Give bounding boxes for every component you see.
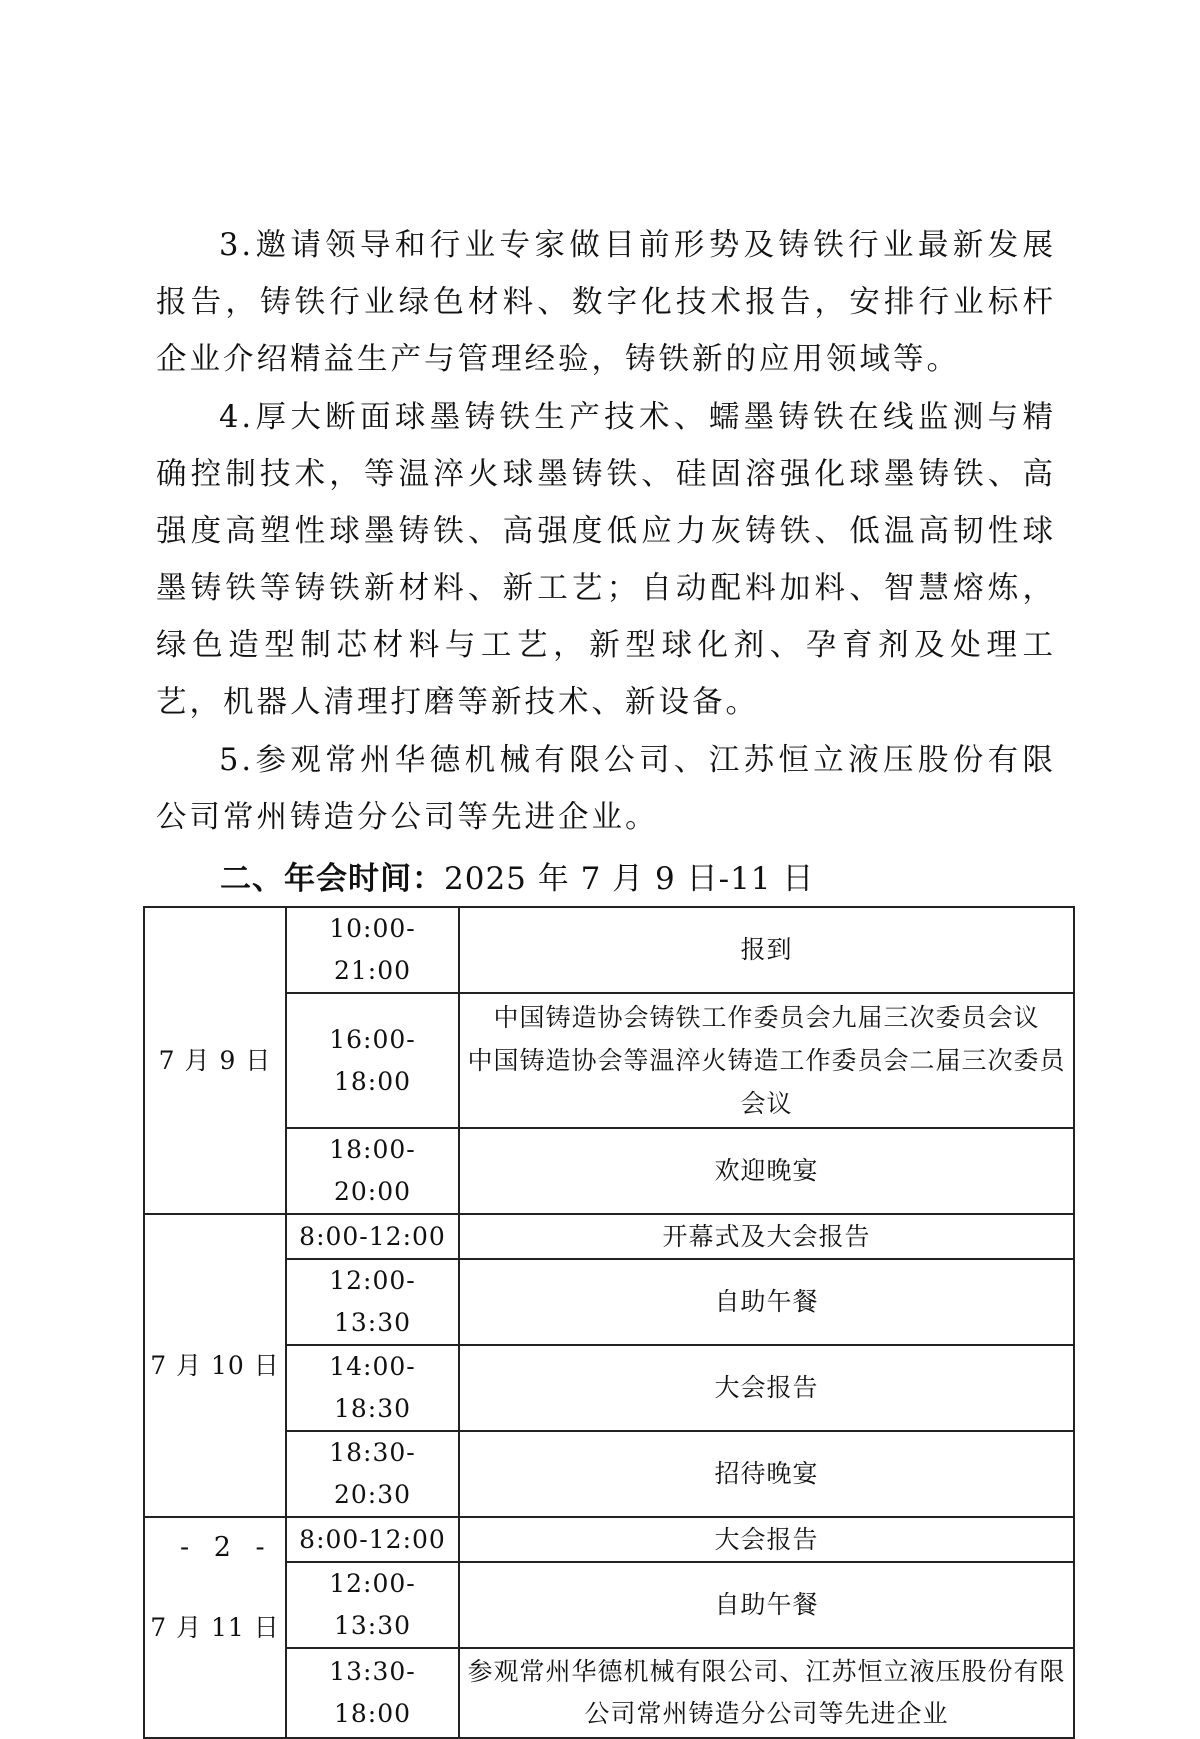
agenda-item-4: 4.厚大断面球墨铸铁生产技术、蠕墨铸铁在线监测与精确控制技术，等温淬火球墨铸铁、硅固溶强化球墨铸铁、高强度高塑性球墨铸铁、高强度低应力灰铸铁、低温高韧性球墨铸铁等铸铁新材料、新工艺；自动配料加料、智慧熔炼，绿色造型制芯材料与工艺，新型球化剂、孕育剂及处理工艺，机器人清理打磨等新技术、新设备。 xyxy=(156,400,1056,720)
agenda-item-3: 3.邀请领导和行业专家做目前形势及铸铁行业最新发展报告，铸铁行业绿色材料、数字化技术报告，安排行业标杆企业介绍精益生产与管理经验，铸铁新的应用领域等。 xyxy=(156,228,1056,377)
event-cell: 自助午餐 xyxy=(459,1562,1074,1648)
table-row xyxy=(144,907,1074,993)
time-cell: 8:00-12:00 xyxy=(286,1517,459,1562)
event-cell: 开幕式及大会报告 xyxy=(459,1214,1074,1259)
agenda-item-5: 5.参观常州华德机械有限公司、江苏恒立液压股份有限公司常州铸造分公司等先进企业。 xyxy=(156,743,1056,835)
section-heading-meeting-time xyxy=(220,857,814,901)
section-heading-label: 二、年会时间： xyxy=(220,861,444,897)
table-row xyxy=(144,1517,1074,1562)
time-cell: 12:00-13:30 xyxy=(286,1259,459,1345)
time-cell: 10:00-21:00 xyxy=(286,907,459,993)
time-cell: 16:00-18:00 xyxy=(286,993,459,1128)
event-cell: 自助午餐 xyxy=(459,1259,1074,1345)
day-cell: 7 月 9 日 xyxy=(144,907,286,1214)
event-cell: 参观常州华德机械有限公司、江苏恒立液压股份有限公司常州铸造分公司等先进企业 xyxy=(459,1648,1074,1738)
day-cell: 7 月 10 日 xyxy=(144,1214,286,1517)
event-cell: 大会报告 xyxy=(459,1345,1074,1431)
event-cell: 中国铸造协会铸铁工作委员会九届三次委员会议 中国铸造协会等温淬火铸造工作委员会二届三次委员会议 xyxy=(459,993,1074,1128)
event-cell: 欢迎晚宴 xyxy=(459,1128,1074,1214)
day-cell: 7 月 11 日 xyxy=(144,1517,286,1738)
time-cell: 18:00-20:00 xyxy=(286,1128,459,1214)
schedule-table xyxy=(143,906,1075,1739)
page-number: - 2 - xyxy=(180,1532,273,1563)
time-cell: 12:00-13:30 xyxy=(286,1562,459,1648)
time-cell: 18:30-20:30 xyxy=(286,1431,459,1517)
event-cell: 报到 xyxy=(459,907,1074,993)
time-cell: 14:00-18:30 xyxy=(286,1345,459,1431)
table-row xyxy=(144,1214,1074,1259)
time-cell: 13:30-18:00 xyxy=(286,1648,459,1738)
time-cell: 8:00-12:00 xyxy=(286,1214,459,1259)
event-cell: 大会报告 xyxy=(459,1517,1074,1562)
event-cell: 招待晚宴 xyxy=(459,1431,1074,1517)
section-heading-dates: 2025 年 7 月 9 日-11 日 xyxy=(444,861,815,897)
